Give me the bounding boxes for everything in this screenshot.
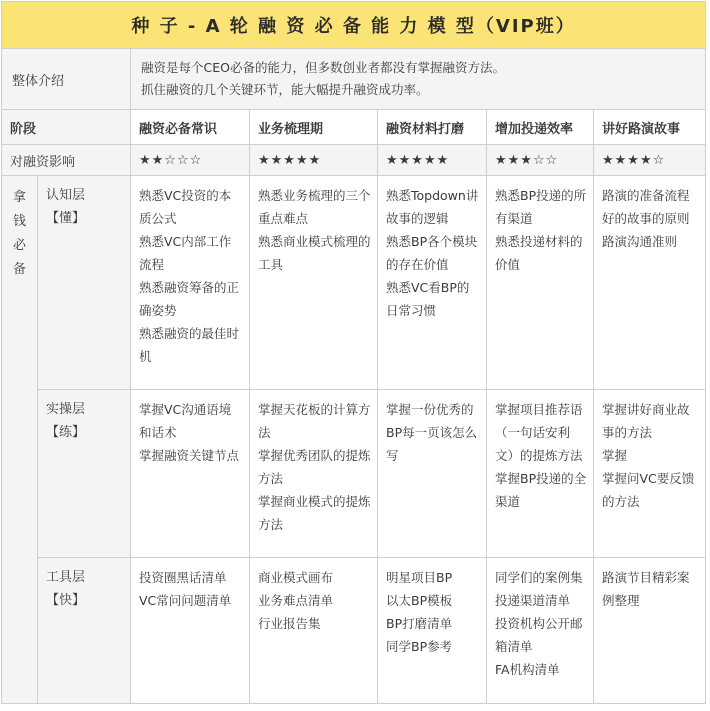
cell-line: 路演的准备流程 (602, 188, 690, 203)
layer-name: 工具层 (46, 570, 86, 585)
cell-line: 好的故事的原则 (602, 211, 690, 226)
layer-label (38, 176, 131, 390)
cell-line: 熟悉商业模式梳理的工具 (258, 234, 371, 272)
impact-label: 对融资影响 (2, 145, 131, 176)
cell-line: 投递渠道清单 (495, 593, 571, 608)
table-cell (250, 176, 378, 390)
cell-line: 熟悉融资的最佳时机 (139, 326, 240, 364)
table-cell (250, 558, 378, 704)
table-cell (131, 176, 250, 390)
table-cell (594, 558, 706, 704)
stage-header: 增加投递效率 (487, 110, 594, 145)
cell-line: 掌握一份优秀的BP每一页该怎么写 (386, 402, 478, 463)
layer-row-tools (2, 558, 706, 704)
table-cell (594, 176, 706, 390)
layer-tag: 【练】 (46, 425, 86, 440)
cell-line: 掌握天花板的计算方法 (258, 402, 371, 440)
cell-line: 明星项目BP (386, 570, 453, 585)
table-cell (487, 390, 594, 558)
table-cell (131, 558, 250, 704)
stage-header: 融资必备常识 (131, 110, 250, 145)
layer-label (38, 390, 131, 558)
stage-label: 阶段 (2, 110, 131, 145)
side-char: 备 (12, 262, 26, 277)
intro-text (131, 49, 706, 110)
cell-line: 熟悉BP投递的所有渠道 (495, 188, 587, 226)
cell-line: 掌握项目推荐语（一句话安利文）的提炼方法 (495, 402, 583, 463)
table-cell (594, 390, 706, 558)
layer-name: 认知层 (46, 188, 86, 203)
intro-line: 融资是每个CEO必备的能力，但多数创业者都没有掌握融资方法。 (141, 60, 505, 75)
cell-line: 同学BP参考 (386, 639, 453, 654)
cell-line: 熟悉VC投资的本质公式 (139, 188, 232, 226)
stage-header: 业务梳理期 (250, 110, 378, 145)
table-cell (131, 390, 250, 558)
cell-line: 行业报告集 (258, 616, 321, 631)
cell-line: VC常问问题清单 (139, 593, 232, 608)
stage-row (2, 110, 706, 145)
cell-line: 掌握VC沟通语境和话术 (139, 402, 232, 440)
layer-row-practice (2, 390, 706, 558)
table-cell (250, 390, 378, 558)
cell-line: 投资机构公开邮箱清单 (495, 616, 583, 654)
star-rating: ★★★★★ (250, 145, 378, 176)
cell-line: 熟悉VC看BP的日常习惯 (386, 280, 470, 318)
cell-line: 路演沟通准则 (602, 234, 678, 249)
cell-line: 熟悉投递材料的价值 (495, 234, 583, 272)
cell-line: 投资圈黑话清单 (139, 570, 227, 585)
layer-tag: 【快】 (46, 593, 86, 608)
cell-line: 熟悉业务梳理的三个重点难点 (258, 188, 371, 226)
cell-line: 熟悉VC内部工作流程 (139, 234, 232, 272)
cell-line: BP打磨清单 (386, 616, 453, 631)
cell-line: 熟悉BP各个模块的存在价值 (386, 234, 478, 272)
cell-line: 商业模式画布 (258, 570, 334, 585)
cell-line: 以太BP模板 (386, 593, 453, 608)
table-cell (378, 390, 487, 558)
cell-line: 掌握优秀团队的提炼方法 (258, 448, 371, 486)
star-rating: ★★★★☆ (594, 145, 706, 176)
cell-line: 熟悉Topdown讲故事的逻辑 (386, 188, 479, 226)
intro-line: 抓住融资的几个关键环节，能大幅提升融资成功率。 (141, 82, 429, 97)
cell-line: 掌握问VC要反馈的方法 (602, 471, 695, 509)
cell-line: 熟悉融资筹备的正确姿势 (139, 280, 240, 318)
cell-line: 路演节目精彩案例整理 (602, 570, 690, 608)
layer-tag: 【懂】 (46, 211, 86, 226)
side-char: 拿 (12, 190, 26, 205)
cell-line: FA机构清单 (495, 662, 560, 677)
table-title: 种 子 - A 轮 融 资 必 备 能 力 模 型（VIP班） (2, 2, 706, 49)
layer-row-cognition (2, 176, 706, 390)
capability-table (1, 1, 706, 704)
table-cell (378, 176, 487, 390)
intro-label: 整体介绍 (2, 49, 131, 110)
layer-label (38, 558, 131, 704)
cell-line: 掌握讲好商业故事的方法 (602, 402, 690, 440)
side-char: 钱 (12, 214, 26, 229)
cell-line: 业务难点清单 (258, 593, 334, 608)
cell-line: 同学们的案例集 (495, 570, 583, 585)
cell-line: 掌握 (602, 448, 628, 463)
impact-row (2, 145, 706, 176)
cell-line: 掌握BP投递的全渠道 (495, 471, 587, 509)
star-rating: ★★☆☆☆ (131, 145, 250, 176)
star-rating: ★★★★★ (378, 145, 487, 176)
side-char: 必 (12, 238, 26, 253)
star-rating: ★★★☆☆ (487, 145, 594, 176)
stage-header: 融资材料打磨 (378, 110, 487, 145)
table-cell (487, 176, 594, 390)
stage-header: 讲好路演故事 (594, 110, 706, 145)
capability-model-page (1, 1, 709, 709)
side-label (2, 176, 38, 704)
table-cell (378, 558, 487, 704)
cell-line: 掌握商业模式的提炼方法 (258, 494, 371, 532)
cell-line: 掌握融资关键节点 (139, 448, 240, 463)
layer-name: 实操层 (46, 402, 86, 417)
table-cell (487, 558, 594, 704)
